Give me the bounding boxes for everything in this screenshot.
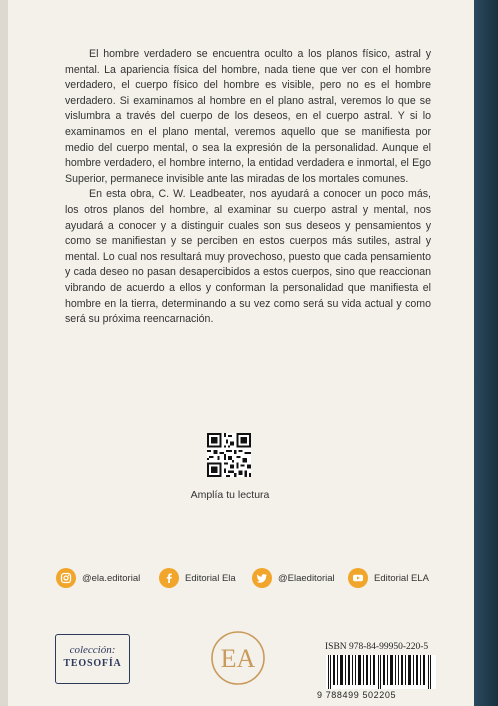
social-facebook[interactable] [159, 568, 236, 588]
social-links [52, 568, 452, 590]
social-twitter[interactable] [252, 568, 335, 588]
youtube-icon [348, 568, 368, 588]
svg-text:EA: EA [220, 644, 256, 673]
social-youtube[interactable] [348, 568, 429, 588]
synopsis-paragraph-1: El hombre verdadero se encuentra oculto a los planos físico, astral y mental. La apariencia física del hombre, nada tiene que ver con el hombre verdadero, el cuerpo físico del hombre es visible, pero no es el hombre verdadero. Si examinamos al hombre en el plano astral, veremos lo que se vislumbra a través del cuerpo de los deseos, en el cuerpo astral. Y si lo examinamos en el plano mental, veremos aquello que se manifiesta por medio del cuerpo mental, o sea la expresión de la personalidad. Aunque el hombre verdadero, el hombre interno, la entidad verdadera e inmortal, el Ego Superior, permanece invisible ante las miradas de los mortales comunes. [65, 48, 431, 185]
social-label: @ela.editorial [82, 572, 141, 584]
qr-caption: Amplía tu lectura [190, 489, 270, 501]
barcode [326, 655, 436, 689]
publisher-logo [210, 630, 266, 686]
social-label: Editorial ELA [374, 572, 429, 584]
isbn-label: ISBN 978-84-99950-220-5 [325, 642, 429, 652]
collection-label: colección: [69, 644, 116, 656]
social-label: @Elaeditorial [278, 572, 335, 584]
qr-code[interactable] [207, 433, 251, 477]
synopsis [65, 47, 431, 328]
synopsis-paragraph-2: En esta obra, C. W. Leadbeater, nos ayudará a conocer un poco más, los otros planos del hombre, al examinar su cuerpo astral y mental, nos ayudará a conocer y a distinguir cuales son sus deseos y pensamientos y como se manifiestan y se perciben en estos cuerpos más sutiles, astral y mental. Lo cual nos resultará muy provechoso, puesto que cada pensamiento y cada deseo no pasan desapercibidos a estos cuerpos, sino que reaccionan vibrando de acuerdo a ellos y conforman la personalidad que manifiesta el hombre en la tierra, determinando a su vez como será su vida actual y como será su próxima reencarnación. [65, 188, 431, 326]
book-spine [474, 0, 498, 706]
collection-name: TEOSOFÍA [63, 658, 122, 669]
instagram-icon [56, 568, 76, 588]
social-label: Editorial Ela [185, 572, 236, 584]
collection-badge [55, 634, 130, 684]
twitter-icon [252, 568, 272, 588]
barcode-number: 9 788499 502205 [317, 690, 397, 700]
social-instagram[interactable] [56, 568, 140, 588]
facebook-icon [159, 568, 179, 588]
